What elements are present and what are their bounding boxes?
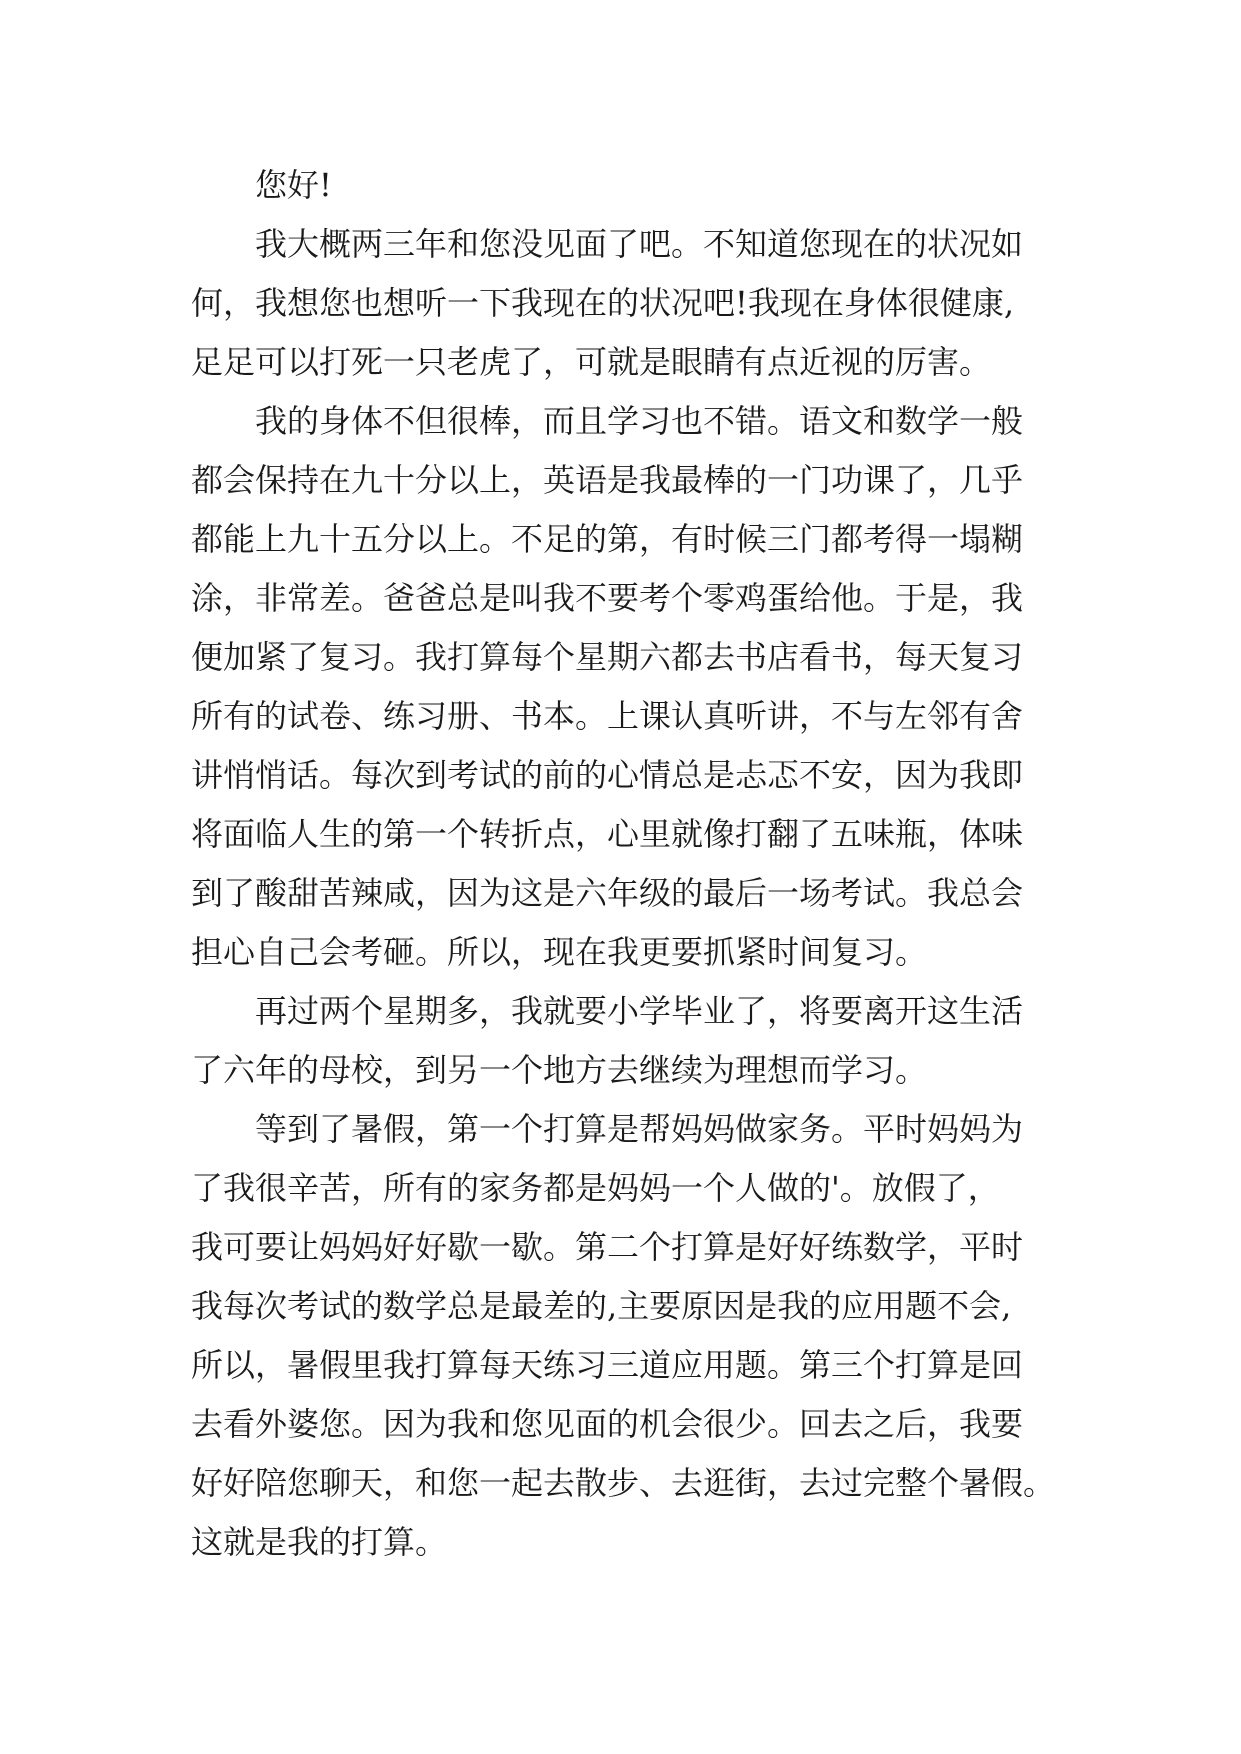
paragraph-2-line-7: 讲悄悄话。每次到考试的前的心情总是忐忑不安，因为我即	[191, 756, 1024, 794]
paragraph-1-line-2: 何，我想您也想听一下我现在的状况吧!我现在身体很健康,	[191, 284, 1015, 322]
paragraph-4-line-3: 我可要让妈妈好好歇一歇。第二个打算是好好练数学，平时	[191, 1228, 1024, 1266]
paragraph-4-line-6: 去看外婆您。因为我和您见面的机会很少。回去之后，我要	[191, 1405, 1024, 1443]
paragraph-2-line-2: 都会保持在九十分以上，英语是我最棒的一门功课了，几乎	[191, 461, 1024, 499]
paragraph-3-line-2: 了六年的母校，到另一个地方去继续为理想而学习。	[191, 1051, 928, 1089]
paragraph-2-line-8: 将面临人生的第一个转折点，心里就像打翻了五味瓶，体味	[191, 815, 1024, 853]
paragraph-2-line-4: 涂，非常差。爸爸总是叫我不要考个零鸡蛋给他。于是，我	[191, 579, 1024, 617]
paragraph-2-line-9: 到了酸甜苦辣咸，因为这是六年级的最后一场考试。我总会	[191, 874, 1024, 912]
paragraph-4-line-2: 了我很辛苦，所有的家务都是妈妈一个人做的'。放假了，	[191, 1169, 1000, 1207]
paragraph-4-line-1: 等到了暑假，第一个打算是帮妈妈做家务。平时妈妈为	[255, 1110, 1024, 1148]
paragraph-2-line-6: 所有的试卷、练习册、书本。上课认真听讲，不与左邻有舍	[191, 697, 1024, 735]
paragraph-1-line-1: 我大概两三年和您没见面了吧。不知道您现在的状况如	[255, 225, 1024, 263]
greeting-line: 您好!	[255, 166, 332, 204]
paragraph-3-line-1: 再过两个星期多，我就要小学毕业了，将要离开这生活	[255, 992, 1024, 1030]
paragraph-4-line-5: 所以，暑假里我打算每天练习三道应用题。第三个打算是回	[191, 1346, 1024, 1384]
paragraph-4-line-8: 这就是我的打算。	[191, 1523, 448, 1561]
paragraph-2-line-5: 便加紧了复习。我打算每个星期六都去书店看书，每天复习	[191, 638, 1024, 676]
paragraph-4-line-4: 我每次考试的数学总是最差的,主要原因是我的应用题不会,	[191, 1287, 1012, 1325]
paragraph-2-line-3: 都能上九十五分以上。不足的第，有时候三门都考得一塌糊	[191, 520, 1024, 558]
paragraph-2-line-1: 我的身体不但很棒，而且学习也不错。语文和数学一般	[255, 402, 1024, 440]
paragraph-4-line-7: 好好陪您聊天，和您一起去散步、去逛街，去过完整个暑假。	[191, 1464, 1056, 1502]
paragraph-2-line-10: 担心自己会考砸。所以，现在我更要抓紧时间复习。	[191, 933, 928, 971]
paragraph-1-line-3: 足足可以打死一只老虎了，可就是眼睛有点近视的厉害。	[191, 343, 992, 381]
